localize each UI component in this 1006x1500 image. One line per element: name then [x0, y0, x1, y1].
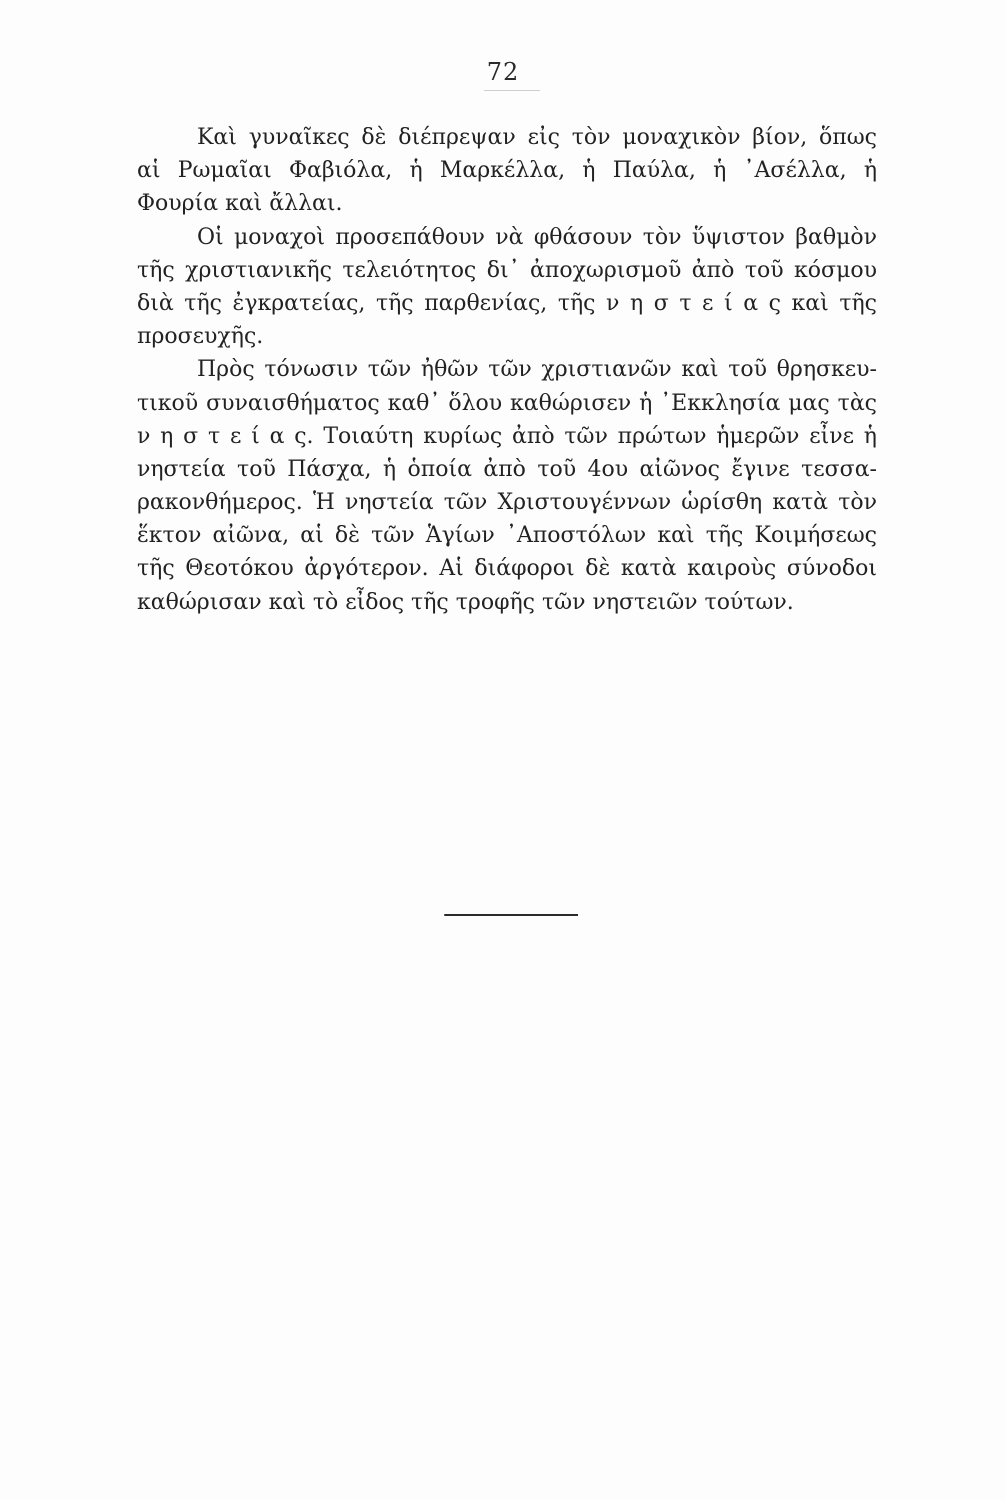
- text-line: Πρὸς τόνωσιν τῶν ἠθῶν τῶν χριστιανῶν καὶ τοῦ θρησκευ-: [197, 357, 877, 383]
- text-line: καθώρισαν καὶ τὸ εἶδος τῆς τροφῆς τῶν νηστειῶν τούτων.: [137, 589, 794, 615]
- text-line: προσευχῆς.: [137, 324, 264, 350]
- text-line: νηστεία τοῦ Πάσχα, ἡ ὁποία ἀπὸ τοῦ 4ου αἰῶνος ἔγινε τεσσα-: [137, 456, 877, 482]
- text-line: Οἱ μοναχοὶ προσεπάθουν νὰ φθάσουν τὸν ὕψιστον βαθμὸν: [197, 224, 877, 250]
- page-number: 72: [486, 58, 520, 86]
- text-line: τικοῦ συναισθήματος καθ᾿ ὅλου καθώρισεν ἡ ᾿Εκκλησία μας τὰς: [137, 390, 877, 416]
- text-line: Φουρία καὶ ἄλλαι.: [137, 191, 343, 217]
- text-line: ν η σ τ ε ί α ς. Τοιαύτη κυρίως ἀπὸ τῶν πρώτων ἡμερῶν εἶνε ἡ: [137, 423, 877, 449]
- text-line: ρακονθήμερος. Ἡ νηστεία τῶν Χριστουγέννων ὡρίσθη κατὰ τὸν: [137, 490, 877, 516]
- closing-rule: [452, 914, 578, 916]
- body-text: [137, 121, 877, 619]
- text-line: Καὶ γυναῖκες δὲ διέπρεψαν εἰς τὸν μοναχικὸν βίον, ὅπως: [197, 125, 877, 150]
- text-line: τῆς Θεοτόκου ἀργότερον. Αἱ διάφοροι δὲ κατὰ καιροὺς σύνοδοι: [137, 556, 877, 582]
- text-line: ἕκτον αἰῶνα, αἱ δὲ τῶν Ἁγίων ᾿Αποστόλων καὶ τῆς Κοιμήσεως: [137, 523, 877, 549]
- text-line: τῆς χριστιανικῆς τελειότητος δι᾿ ἀποχωρισμοῦ ἀπὸ τοῦ κόσμου: [137, 257, 877, 283]
- page-number-underline: [484, 90, 540, 91]
- text-line: αἱ Ρωμαῖαι Φαβιόλα, ἡ Μαρκέλλα, ἡ Παύλα, ἡ ᾿Ασέλλα, ἡ: [137, 158, 877, 184]
- text-line: διὰ τῆς ἐγκρατείας, τῆς παρθενίας, τῆς ν η σ τ ε ί α ς καὶ τῆς: [137, 290, 877, 316]
